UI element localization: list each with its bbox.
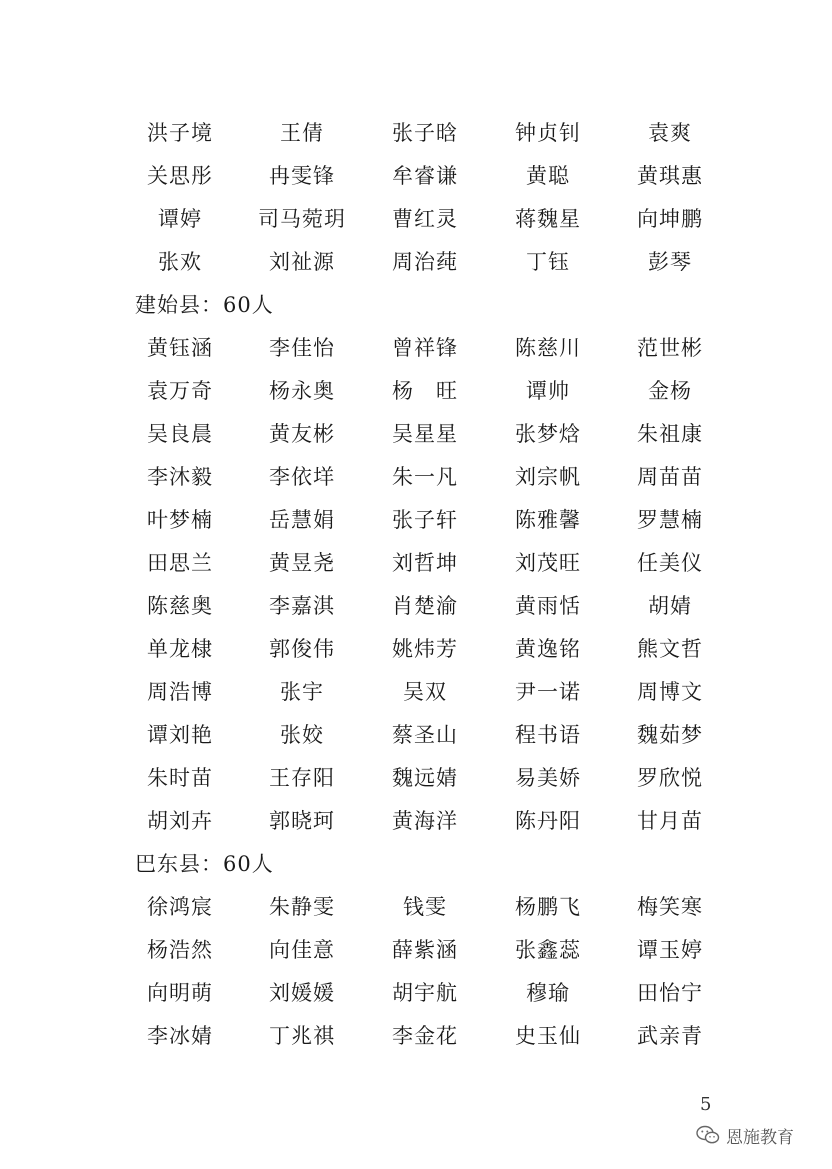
name-cell: 王存阳 bbox=[269, 766, 335, 790]
name-cell: 黄逸铭 bbox=[515, 637, 581, 661]
name-row bbox=[120, 892, 720, 935]
name-cell: 史玉仙 bbox=[515, 1024, 581, 1048]
name-cell: 周治莼 bbox=[392, 250, 458, 274]
name-cell: 杨永奥 bbox=[269, 379, 335, 403]
name-cell: 梅笑寒 bbox=[637, 895, 703, 919]
name-cell: 魏茹梦 bbox=[637, 723, 703, 747]
name-row bbox=[120, 419, 720, 462]
name-cell: 罗慧楠 bbox=[637, 508, 703, 532]
name-cell: 张子轩 bbox=[392, 508, 458, 532]
name-cell: 黄友彬 bbox=[269, 422, 335, 446]
name-cell: 李冰婧 bbox=[147, 1024, 213, 1048]
name-row bbox=[120, 161, 720, 204]
section-heading-badong: 巴东县：60人 bbox=[135, 852, 274, 876]
name-cell: 朱一凡 bbox=[392, 465, 458, 489]
name-cell: 黄海洋 bbox=[392, 809, 458, 833]
wechat-watermark bbox=[696, 1121, 794, 1149]
name-row bbox=[120, 677, 720, 720]
name-cell: 陈慈奥 bbox=[147, 594, 213, 618]
name-row bbox=[120, 634, 720, 677]
name-row bbox=[120, 806, 720, 849]
name-cell: 周浩博 bbox=[147, 680, 213, 704]
name-cell: 刘祉源 bbox=[269, 250, 335, 274]
name-cell: 朱静雯 bbox=[269, 895, 335, 919]
name-row bbox=[120, 720, 720, 763]
name-cell: 甘月苗 bbox=[637, 809, 703, 833]
name-cell: 谭玉婷 bbox=[637, 938, 703, 962]
name-cell: 朱时苗 bbox=[147, 766, 213, 790]
name-cell: 黄琪惠 bbox=[637, 164, 703, 188]
name-cell: 吴星星 bbox=[392, 422, 458, 446]
name-cell: 周博文 bbox=[637, 680, 703, 704]
page-number: 5 bbox=[700, 1094, 712, 1115]
name-cell: 叶梦楠 bbox=[147, 508, 213, 532]
name-cell: 张姣 bbox=[280, 723, 324, 747]
name-cell: 黄雨恬 bbox=[515, 594, 581, 618]
name-row bbox=[120, 935, 720, 978]
name-cell: 罗欣悦 bbox=[637, 766, 703, 790]
name-row bbox=[120, 763, 720, 806]
name-cell: 王倩 bbox=[280, 121, 324, 145]
name-row bbox=[120, 333, 720, 376]
name-row bbox=[120, 118, 720, 161]
name-cell: 李依垟 bbox=[269, 465, 335, 489]
name-cell: 武亲青 bbox=[637, 1024, 703, 1048]
name-cell: 张梦焓 bbox=[515, 422, 581, 446]
name-row bbox=[120, 462, 720, 505]
name-cell: 朱祖康 bbox=[637, 422, 703, 446]
name-cell: 曹红灵 bbox=[392, 207, 458, 231]
name-cell: 程书语 bbox=[515, 723, 581, 747]
name-cell: 薛紫涵 bbox=[392, 938, 458, 962]
name-row bbox=[120, 376, 720, 419]
name-cell: 熊文哲 bbox=[637, 637, 703, 661]
name-cell: 钟贞钊 bbox=[515, 121, 581, 145]
name-cell: 胡宇航 bbox=[392, 981, 458, 1005]
name-cell: 刘哲坤 bbox=[392, 551, 458, 575]
name-cell: 杨浩然 bbox=[147, 938, 213, 962]
name-cell: 张宇 bbox=[280, 680, 324, 704]
name-cell: 谭刘艳 bbox=[147, 723, 213, 747]
name-cell: 刘茂旺 bbox=[515, 551, 581, 575]
name-cell: 岳慧娟 bbox=[269, 508, 335, 532]
name-cell: 陈雅馨 bbox=[515, 508, 581, 532]
name-cell: 彭琴 bbox=[648, 250, 692, 274]
name-cell: 穆瑜 bbox=[526, 981, 570, 1005]
name-cell: 吴双 bbox=[403, 680, 447, 704]
name-cell: 范世彬 bbox=[637, 336, 703, 360]
name-cell: 易美娇 bbox=[515, 766, 581, 790]
name-row bbox=[120, 505, 720, 548]
name-cell: 任美仪 bbox=[637, 551, 703, 575]
name-cell: 向明萌 bbox=[147, 981, 213, 1005]
name-cell: 蒋魏星 bbox=[515, 207, 581, 231]
name-cell: 张欢 bbox=[158, 250, 202, 274]
watermark-text: 恩施教育 bbox=[726, 1127, 794, 1148]
name-cell: 丁钰 bbox=[526, 250, 570, 274]
name-cell: 丁兆祺 bbox=[269, 1024, 335, 1048]
name-row bbox=[120, 978, 720, 1021]
name-cell: 姚炜芳 bbox=[392, 637, 458, 661]
name-cell: 冉雯锋 bbox=[269, 164, 335, 188]
name-cell: 谭婷 bbox=[158, 207, 202, 231]
name-cell: 黄聪 bbox=[526, 164, 570, 188]
name-cell: 陈慈川 bbox=[515, 336, 581, 360]
name-cell: 蔡圣山 bbox=[392, 723, 458, 747]
name-row bbox=[120, 1021, 720, 1064]
name-row bbox=[120, 591, 720, 634]
name-cell: 钱雯 bbox=[403, 895, 447, 919]
name-cell: 魏远婧 bbox=[392, 766, 458, 790]
name-cell: 李沐毅 bbox=[147, 465, 213, 489]
name-cell: 洪子境 bbox=[147, 121, 213, 145]
name-cell: 杨鹏飞 bbox=[515, 895, 581, 919]
name-cell: 袁爽 bbox=[648, 121, 692, 145]
name-cell: 黄昱尧 bbox=[269, 551, 335, 575]
section-heading-jianshi: 建始县：60人 bbox=[135, 293, 274, 317]
name-cell: 胡婧 bbox=[648, 594, 692, 618]
name-cell: 张鑫蕊 bbox=[515, 938, 581, 962]
name-cell: 李金花 bbox=[392, 1024, 458, 1048]
name-cell: 张子晗 bbox=[392, 121, 458, 145]
name-cell: 田思兰 bbox=[147, 551, 213, 575]
name-cell: 胡刘卉 bbox=[147, 809, 213, 833]
name-cell: 向佳意 bbox=[269, 938, 335, 962]
name-cell: 单龙棣 bbox=[147, 637, 213, 661]
name-cell: 谭帅 bbox=[526, 379, 570, 403]
name-cell: 吴良晨 bbox=[147, 422, 213, 446]
name-cell: 曾祥锋 bbox=[392, 336, 458, 360]
name-cell: 肖楚渝 bbox=[392, 594, 458, 618]
wechat-icon bbox=[696, 1125, 720, 1145]
name-cell: 徐鸿宸 bbox=[147, 895, 213, 919]
name-cell: 关思彤 bbox=[147, 164, 213, 188]
name-cell: 刘宗帆 bbox=[515, 465, 581, 489]
name-cell: 李佳怡 bbox=[269, 336, 335, 360]
name-cell: 杨 旺 bbox=[392, 379, 458, 403]
name-cell: 田怡宁 bbox=[637, 981, 703, 1005]
name-row bbox=[120, 548, 720, 591]
name-cell: 袁万奇 bbox=[147, 379, 213, 403]
name-cell: 牟睿谦 bbox=[392, 164, 458, 188]
name-cell: 李嘉淇 bbox=[269, 594, 335, 618]
name-cell: 司马菀玥 bbox=[258, 207, 346, 231]
name-cell: 周苗苗 bbox=[637, 465, 703, 489]
name-cell: 郭俊伟 bbox=[269, 637, 335, 661]
name-cell: 金杨 bbox=[648, 379, 692, 403]
name-cell: 尹一诺 bbox=[515, 680, 581, 704]
name-cell: 向坤鹏 bbox=[637, 207, 703, 231]
name-row bbox=[120, 204, 720, 247]
name-cell: 黄钰涵 bbox=[147, 336, 213, 360]
name-cell: 刘媛媛 bbox=[269, 981, 335, 1005]
name-cell: 陈丹阳 bbox=[515, 809, 581, 833]
name-row bbox=[120, 247, 720, 290]
name-cell: 郭晓珂 bbox=[269, 809, 335, 833]
